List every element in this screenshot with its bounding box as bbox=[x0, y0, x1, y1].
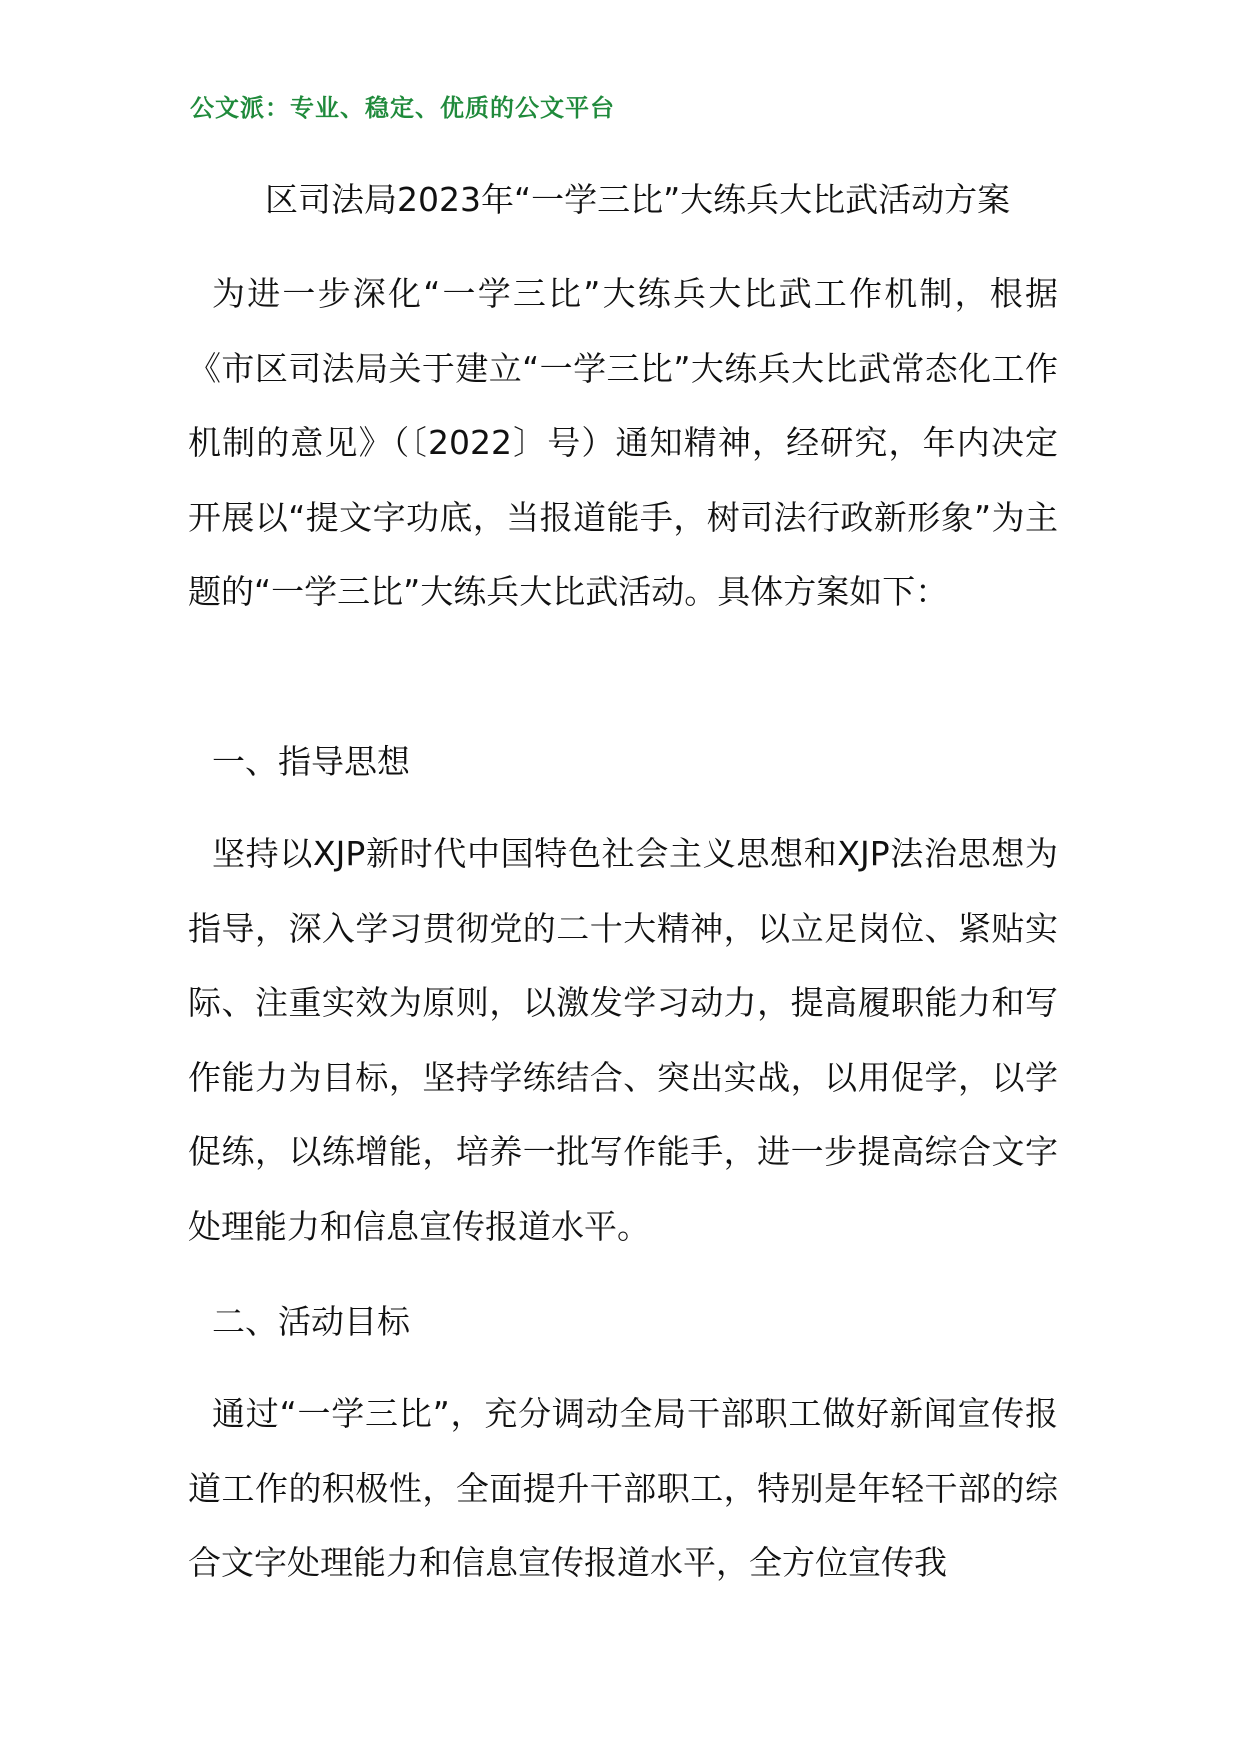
section-heading-guiding-ideology: 一、指导思想 bbox=[212, 742, 410, 781]
document-title: 区司法局2023年“一学三比”大练兵大比武活动方案 bbox=[265, 180, 1011, 219]
section-heading-activity-goals: 二、活动目标 bbox=[212, 1302, 410, 1341]
brand-header: 公文派：专业、稳定、优质的公文平台 bbox=[190, 94, 615, 122]
section-body-guiding-ideology: 坚持以XJP新时代中国特色社会主义思想和XJP法治思想为指导，深入学习贯彻党的二十大精神，以立足岗位、紧贴实际、注重实效为原则，以激发学习动力，提高履职能力和写作能力为目标，坚持学练结合、突出实战，以用促学，以学促练，以练增能，培养一批写作能手，进一步提高综合文字处理能力和信息宣传报道水平。 bbox=[188, 834, 1058, 1246]
section-body-activity-goals: 通过“一学三比”，充分调动全局干部职工做好新闻宣传报道工作的积极性，全面提升干部职工，特别是年轻干部的综合文字处理能力和信息宣传报道水平，全方位宣传我 bbox=[188, 1394, 1058, 1582]
intro-paragraph: 为进一步深化“一学三比”大练兵大比武工作机制，根据《市区司法局关于建立“一学三比”大练兵大比武常态化工作机制的意见》（〔2022〕号）通知精神，经研究，年内决定开展以“提文字功底，当报道能手，树司法行政新形象”为主题的“一学三比”大练兵大比武活动。具体方案如下： bbox=[188, 274, 1058, 611]
